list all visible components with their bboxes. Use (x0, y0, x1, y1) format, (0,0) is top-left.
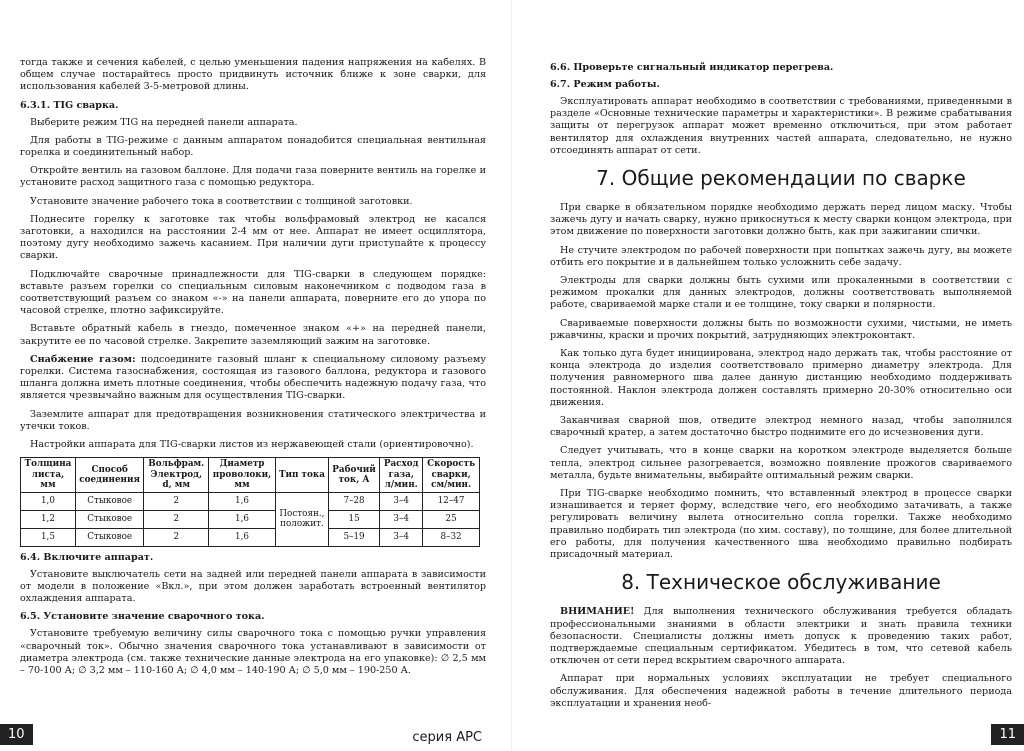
table-cell: 1,2 (21, 510, 76, 528)
table-header-row (21, 458, 480, 493)
section-heading-6-6: 6.6. Проверьте сигнальный индикатор перегрева. (550, 62, 834, 73)
tig-settings-table (20, 457, 480, 547)
chapter-title-7: 7. Общие рекомендации по сварке (596, 166, 966, 191)
paragraph: Электроды для сварки должны быть сухими или прокаленными в соответствии с режимом прокалки для данных электродов, должны соответствовать выполняемой работе, свариваемой марке стали и ее толщине, току сварки и полярности. (550, 275, 1012, 311)
right-footer (512, 727, 1024, 751)
table-cell: 1,0 (21, 492, 76, 510)
table-header-cell: Толщина листа, мм (21, 458, 76, 493)
gas-supply-label: Снабжение газом: (30, 353, 136, 365)
table-header-cell: Диаметр проволоки, мм (209, 458, 276, 493)
table-cell: 12–47 (423, 492, 480, 510)
table-cell: Стыковое (75, 492, 144, 510)
table-cell: 2 (144, 528, 209, 546)
gas-supply-text: подсоедините газовый шланг к специальному силовому разъему горелки. Система газоснабжения, состоящая из газового баллона, редуктора и газового шланга должна иметь плотные соединения, чтобы обеспечить надежную подачу газа, что является чрезвычайно важным для осуществления TIG-сварки. (20, 353, 487, 402)
paragraph: Не стучите электродом по рабочей поверхности при попытках зажечь дугу, вы можете отбить его покрытие и в дальнейшем только усложнить себе задачу. (550, 244, 1012, 268)
paragraph: При сварке в обязательном порядке необходимо держать перед лицом маску. Чтобы зажечь дугу и начать сварку, нужно прикоснуться к месту сварки концом электрода, при этом движение по поверхности заготовки должно быть, как при зажигании спички. (550, 202, 1012, 238)
left-column (20, 57, 486, 683)
paragraph: Свариваемые поверхности должны быть по возможности сухими, чистыми, не иметь ржавчины, краски и прочих покрытий, затрудняющих электроконтакт. (550, 317, 1012, 341)
page-number: 10 (0, 724, 33, 745)
table-header-cell: Способ соединения (75, 458, 144, 493)
table-header-cell: Скорость сварки, см/мин. (423, 458, 480, 493)
warning-text: Для выполнения технического обслуживания требуется обладать профессиональными знаниями в области электрики и знать правила техники безопасности. Специалисты должны иметь допуск к проведению таких работ, подтверждаемые специальным сертификатом. Убедитесь в том, что сетевой кабель отключен от сети перед вскрытием сварочного аппарата. (550, 606, 1012, 667)
section-heading-6-3-1: 6.3.1. TIG сварка. (20, 99, 119, 111)
table-cell-current-type: Постоян., положит. (275, 492, 328, 546)
paragraph: тогда также и сечения кабелей, с целью уменьшения падения напряжения на кабелях. В общем случае постарайтесь просто придвинуть источник ближе к зоне сварки, для использования кабелей 3-5-метровой длины. (20, 57, 486, 93)
paragraph-gas-supply (20, 354, 486, 403)
paragraph-warning (550, 606, 1012, 667)
paragraph: Откройте вентиль на газовом баллоне. Для подачи газа поверните вентиль на горелке и установите расход защитного газа с помощью редуктора. (20, 165, 486, 189)
table-cell: 15 (328, 510, 379, 528)
page-number: 11 (991, 724, 1024, 745)
table-row (21, 492, 480, 510)
table-cell: 8–32 (423, 528, 480, 546)
section-heading-6-4: 6.4. Включите аппарат. (20, 551, 154, 563)
warning-label: ВНИМАНИЕ! (560, 606, 635, 618)
paragraph: Заземлите аппарат для предотвращения возникновения статического электричества и утечки токов. (20, 408, 486, 432)
table-cell: 1,6 (209, 528, 276, 546)
table-cell: 2 (144, 510, 209, 528)
table-cell: 1,6 (209, 492, 276, 510)
paragraph: Подключайте сварочные принадлежности для TIG-сварки в следующем порядке: вставьте разъем горелки со специальным силовым наконечником с подводом газа в соответствующий разъем со знаком «-» на панели аппарата, поверните его до упора по часовой стрелке, плотно зафиксируйте. (20, 268, 486, 317)
section-heading-6-7: 6.7. Режим работы. (550, 79, 660, 90)
table-cell: 2 (144, 492, 209, 510)
paragraph: Установите значение рабочего тока в соответствии с толщиной заготовки. (30, 195, 413, 207)
table-header-cell: Вольфрам. Электрод, d, мм (144, 458, 209, 493)
paragraph: Установите выключатель сети на задней или передней панели аппарата в зависимости от модели в положение «Вкл.», при этом должен заработать встроенный вентилятор охлаждения аппарата. (20, 568, 486, 605)
table-cell: 1,5 (21, 528, 76, 546)
left-footer (0, 727, 512, 751)
paragraph: Аппарат при нормальных условиях эксплуатации не требует специального обслуживания. Для обеспечения надежной работы в течение длительного периода эксплуатации и хранения необ- (550, 673, 1012, 709)
paragraph: Для работы в TIG-режиме с данным аппаратом понадобится специальная вентильная горелка и соединительный набор. (20, 134, 486, 159)
paragraph: Выберите режим TIG на передней панели аппарата. (30, 116, 298, 128)
table-row (21, 528, 480, 546)
chapter-title-8: 8. Техническое обслуживание (621, 570, 941, 595)
table-cell: Стыковое (75, 510, 144, 528)
right-column (550, 57, 1012, 716)
series-label: серия АРС (412, 730, 482, 745)
table-cell: Стыковое (75, 528, 144, 546)
paragraph: Вставьте обратный кабель в гнездо, помеченное знаком «+» на передней панели, закрутите ее по часовой стрелке. Закрепите заземляющий зажим на заготовке. (20, 323, 486, 347)
table-cell: 3–4 (380, 492, 423, 510)
paragraph: При TIG-сварке необходимо помнить, что вставленный электрод в процессе сварки изнашивается и теряет форму, вследствие чего, его необходимо затачивать, а также регулировать величину вылета относительно сопла горелки. Также необходимо правильно подбирать тип электрода (по хим. составу), по толщине, для более длительной его работы, для получения качественного шва необходимо правильно подбирать присадочный материал. (550, 488, 1012, 561)
table-row (21, 510, 480, 528)
paragraph: Установите требуемую величину силы сварочного тока с помощью ручки управления «сварочный ток». Обычно значения сварочного тока устанавливают в зависимости от диаметра электрода (см. также технические данные электрода на его упаковке): ∅ 2,5 мм – 70-100 А; ∅ 3,2 мм – 110-160 А; ∅ 4,0 мм – 140-190 А; ∅ 5,0 мм – 190-250 А. (20, 628, 486, 676)
paragraph: Заканчивая сварной шов, отведите электрод немного назад, чтобы заполнился сварочный кратер, а затем достаточно быстро поднимите его до исчезновения дуги. (550, 415, 1012, 439)
right-page (512, 0, 1024, 751)
paragraph: Поднесите горелку к заготовке так чтобы вольфрамовый электрод не касался заготовки, а находился на расстоянии 2-4 мм от нее. Аппарат не имеет осциллятора, поэтому дугу необходимо зажечь касанием. При наличии дуги приступайте к процессу сварки. (20, 213, 486, 262)
paragraph: Как только дуга будет инициирована, электрод надо держать так, чтобы расстояние от конца электрода до изделия соответствовало примерно диаметру электрода. Для получения равномерного шва далее данную дистанцию необходимо поддерживать постоянной. Наклон электрода должен составлять примерно 20-30% относительно оси движения. (550, 348, 1012, 408)
table-cell: 3–4 (380, 510, 423, 528)
paragraph: Эксплуатировать аппарат необходимо в соответствии с требованиями, приведенными в разделе «Основные технические параметры и характеристики». В режиме срабатывания защиты от перегрузок аппарат может временно отключиться, при этом работает вентилятор для охлаждения внутренних частей аппарата, следовательно, не нужно отсоединять аппарат от сети. (550, 96, 1012, 156)
section-heading-6-5: 6.5. Установите значение сварочного тока. (20, 611, 265, 623)
table-cell: 7–28 (328, 492, 379, 510)
table-cell: 25 (423, 510, 480, 528)
table-header-cell: Расход газа, л/мин. (380, 458, 423, 493)
table-header-cell: Рабочий ток, А (328, 458, 379, 493)
paragraph: Следует учитывать, что в конце сварки на коротком электроде выделяется больше тепла, электрод сильнее разогревается, возможно появление прожогов свариваемого металла, будьте внимательны, выбирайте оптимальный режим сварки. (550, 445, 1012, 481)
table-header-cell: Тип тока (275, 458, 328, 493)
table-cell: 1,6 (209, 510, 276, 528)
table-caption: Настройки аппарата для TIG-сварки листов из нержавеющей стали (ориентировочно). (30, 439, 474, 451)
table-cell: 5–19 (328, 528, 379, 546)
table-cell: 3–4 (380, 528, 423, 546)
